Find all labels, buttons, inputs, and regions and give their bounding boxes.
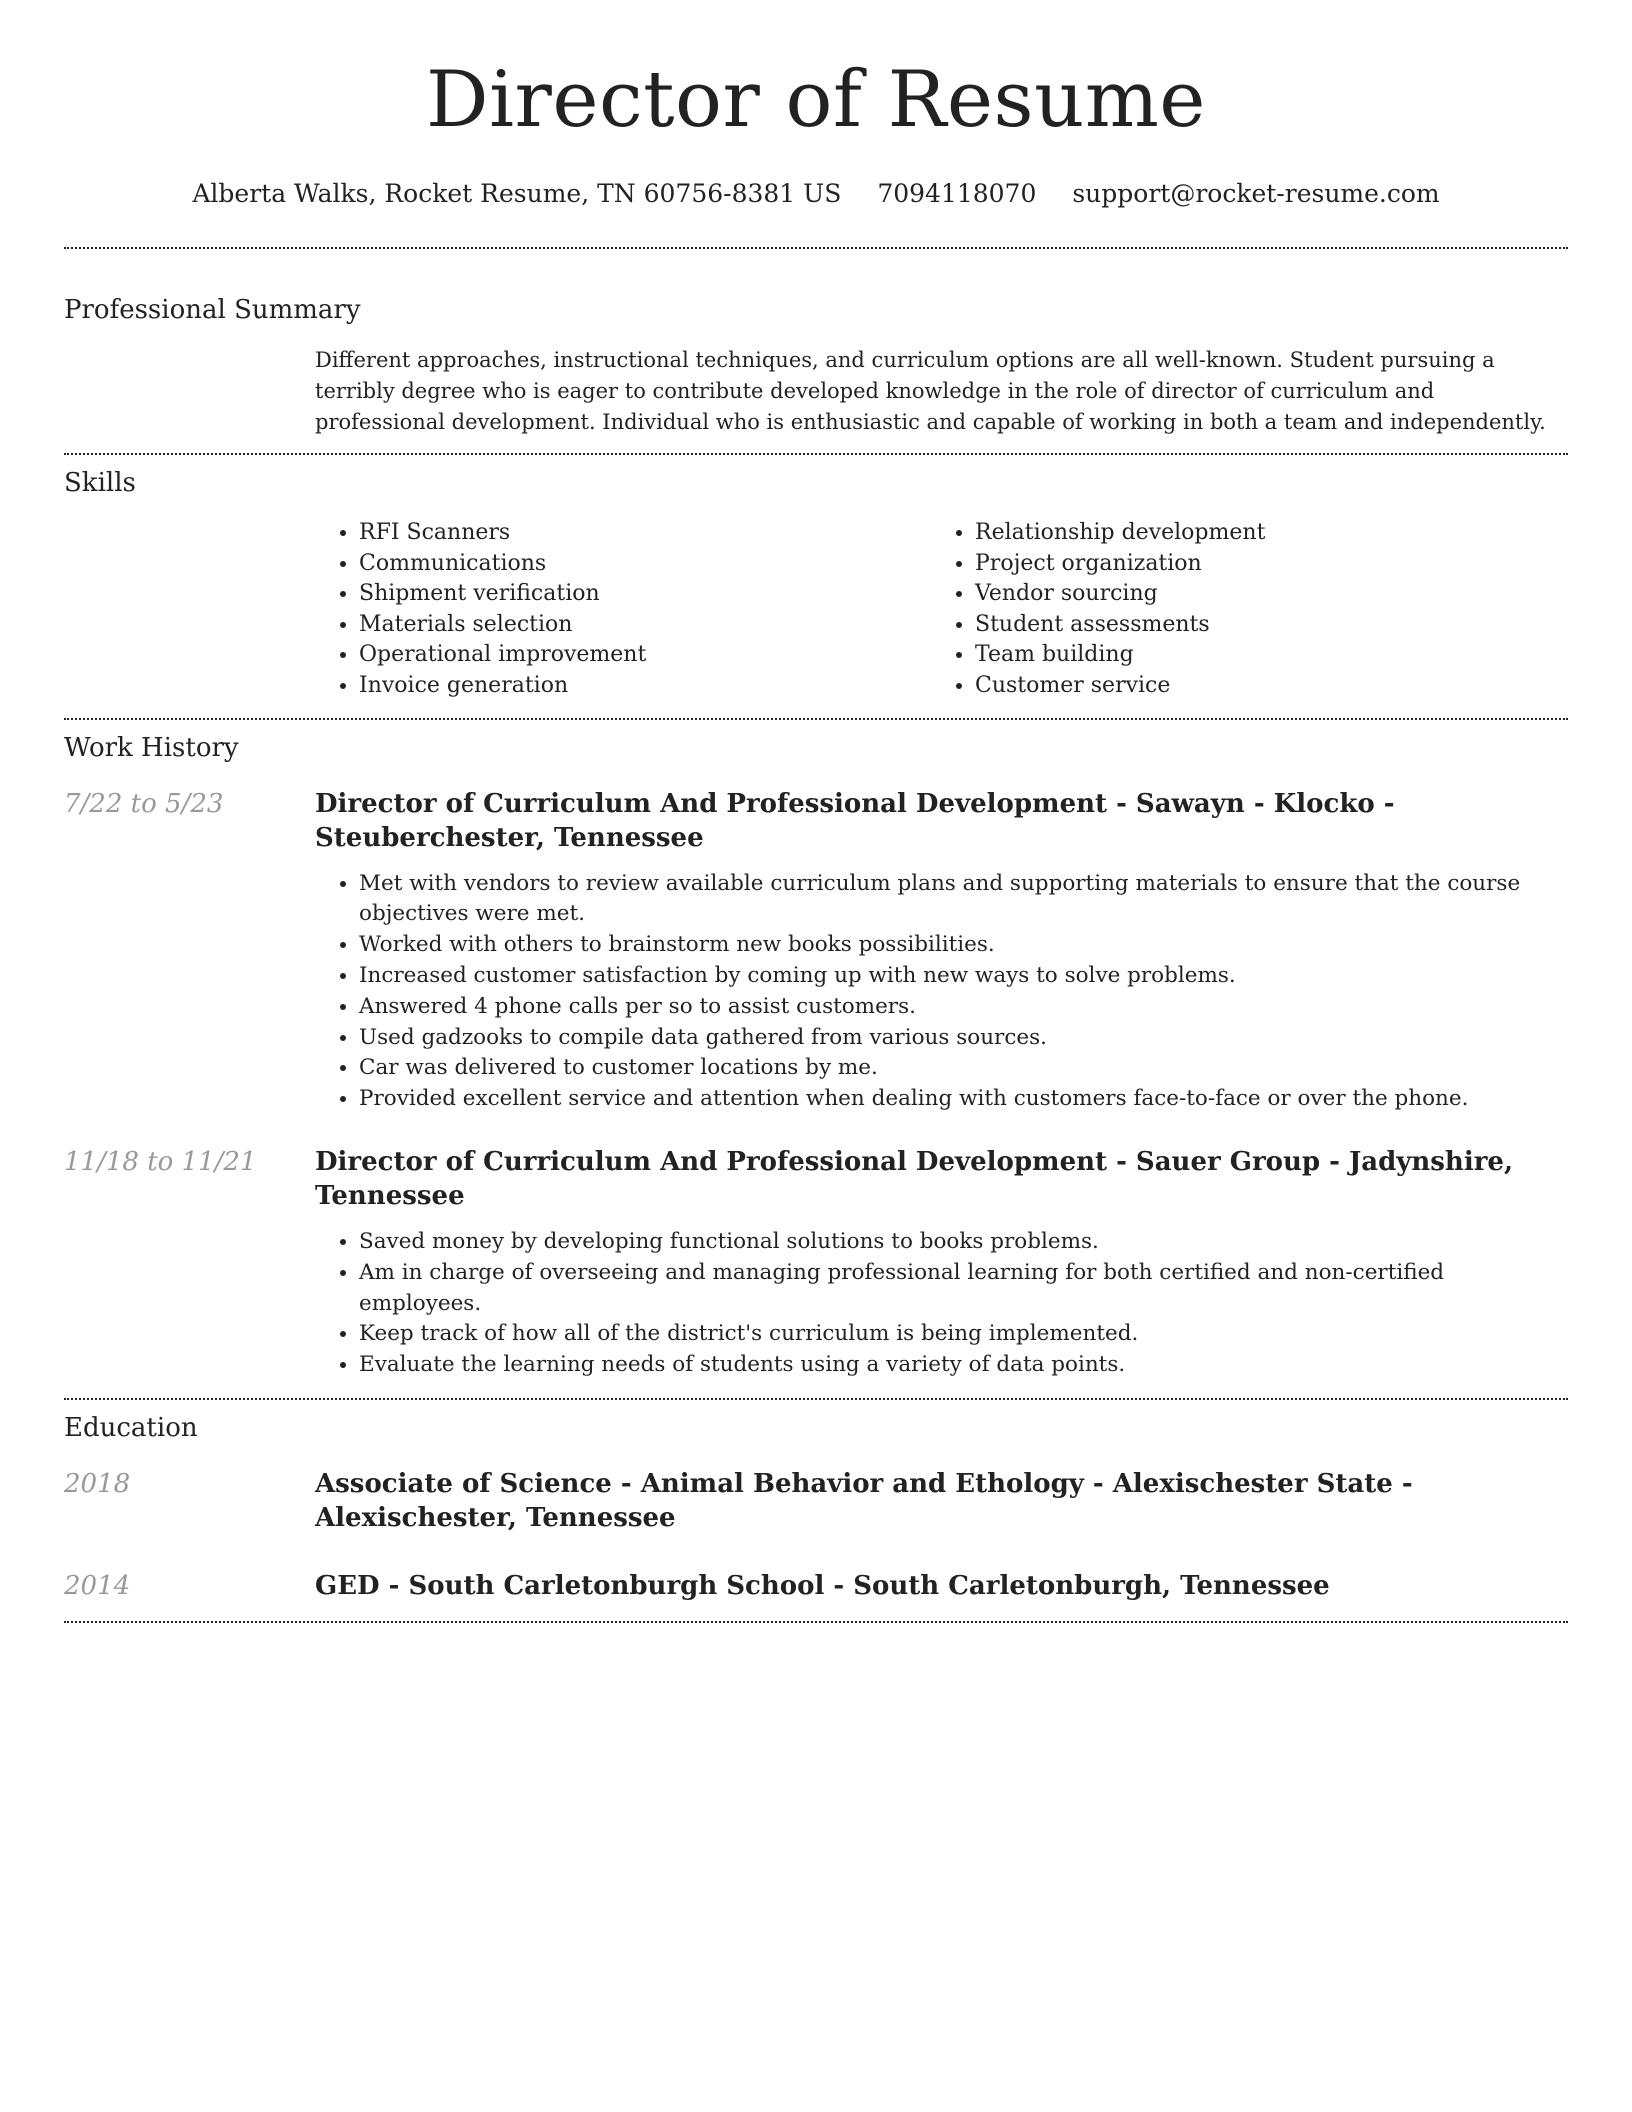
skill-item: • Relationship development (975, 518, 1547, 549)
education-title: Associate of Science - Animal Behavior and Ethology - Alexischester State - Alexischester, Tennessee (315, 1468, 1413, 1533)
education-year: 2018 (64, 1468, 131, 1499)
job-bullet: • Car was delivered to customer locations by me. (359, 1053, 1568, 1084)
divider (64, 1621, 1568, 1623)
section-title-skills: Skills (64, 468, 136, 498)
skills-grid (315, 518, 1568, 702)
job-bullet: • Met with vendors to review available curriculum plans and supporting materials to ensure that the course objectives were met. (359, 869, 1568, 931)
skills-list-left (315, 518, 931, 702)
summary-text: Different approaches, instructional techniques, and curriculum options are all well-known. Student pursuing a terribly degree who is eager to contribute developed knowledge in the role of director of curriculum and professional development. Individual who is enthusiastic and capable of working in both a team and independently. (315, 348, 1546, 434)
work-section (64, 720, 1568, 1398)
job-title: Director of Curriculum And Professional Development - Sauer Group - Jadynshire, Tennessee (315, 1146, 1514, 1211)
job-bullet: • Provided excellent service and attention when dealing with customers face-to-face or over the phone. (359, 1084, 1568, 1115)
skill-item: • Operational improvement (359, 640, 931, 671)
job-bullets (315, 1227, 1568, 1381)
skill-item: • Invoice generation (359, 671, 931, 702)
job-dates: 11/18 to 11/21 (64, 1146, 257, 1177)
skill-item: • Materials selection (359, 610, 931, 641)
skill-item: • Vendor sourcing (975, 579, 1547, 610)
job-bullet: • Am in charge of overseeing and managing professional learning for both certified and non-certified employees. (359, 1258, 1568, 1320)
contact-phone: 7094118070 (877, 179, 1037, 208)
resume-name: Director of Resume (426, 55, 1206, 145)
section-title-education: Education (64, 1412, 198, 1443)
contact-address: Alberta Walks, Rocket Resume, TN 60756-8381 US (192, 179, 842, 208)
skill-item: • Shipment verification (359, 579, 931, 610)
job-bullets (315, 869, 1568, 1115)
section-title-summary: Professional Summary (64, 295, 361, 325)
skill-item: • Project organization (975, 549, 1547, 580)
summary-section (64, 249, 1568, 453)
job-bullet: • Worked with others to brainstorm new books possibilities. (359, 930, 1568, 961)
job-bullet: • Used gadzooks to compile data gathered from various sources. (359, 1023, 1568, 1054)
skill-item: • Student assessments (975, 610, 1547, 641)
job-bullet: • Increased customer satisfaction by coming up with new ways to solve problems. (359, 961, 1568, 992)
section-title-work: Work History (64, 732, 239, 763)
skills-list-right (931, 518, 1547, 702)
skills-section (64, 455, 1568, 718)
job-bullet: • Saved money by developing functional solutions to books problems. (359, 1227, 1568, 1258)
job-entry (64, 787, 1568, 1115)
education-entry (64, 1569, 1568, 1603)
skill-item: • Team building (975, 640, 1547, 671)
job-title: Director of Curriculum And Professional Development - Sawayn - Klocko - Steuberchester, Tennessee (315, 788, 1395, 853)
job-bullet: • Evaluate the learning needs of students using a variety of data points. (359, 1350, 1568, 1381)
job-bullet: • Keep track of how all of the district's curriculum is being implemented. (359, 1319, 1568, 1350)
contact-line (64, 178, 1568, 210)
education-section (64, 1400, 1568, 1621)
skill-item: • Communications (359, 549, 931, 580)
skill-item: • RFI Scanners (359, 518, 931, 549)
education-entry (64, 1467, 1568, 1535)
education-year: 2014 (64, 1570, 131, 1601)
job-entry (64, 1145, 1568, 1381)
skill-item: • Customer service (975, 671, 1547, 702)
contact-email: support@rocket-resume.com (1072, 179, 1440, 208)
job-bullet: • Answered 4 phone calls per so to assist customers. (359, 992, 1568, 1023)
job-dates: 7/22 to 5/23 (64, 788, 224, 819)
education-title: GED - South Carletonburgh School - South Carletonburgh, Tennessee (315, 1570, 1330, 1601)
